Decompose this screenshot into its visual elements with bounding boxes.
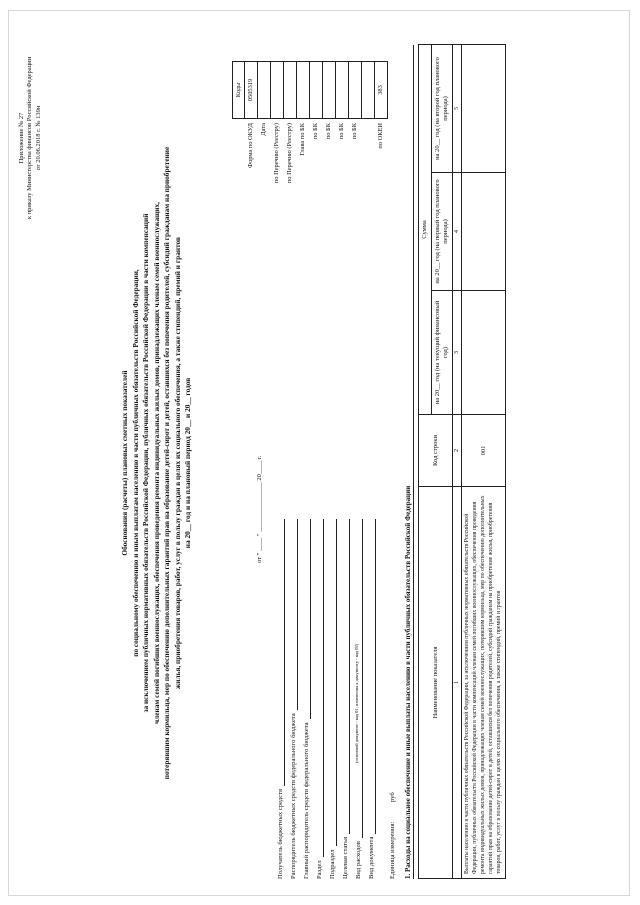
- field-label: Подраздел: [328, 849, 336, 879]
- indicators-table: [418, 44, 506, 879]
- field-row: [311, 519, 324, 879]
- title-line-2: по социальному обеспечению и иным выплатам населению в части публичных обязательств Российской Федерации,: [130, 269, 140, 657]
- title-line-3: за исключением публичных нормативных обязательств Российской Федерации, публичных обязательств Российской Федерации в части компенсаций: [141, 213, 151, 713]
- code-label: по БК: [351, 123, 358, 140]
- title-line-7: на 20__ год и на плановый период 20__ и 20__ годов: [183, 377, 193, 549]
- field-label: Получатель бюджетных средств: [276, 788, 284, 879]
- field-label: Вид документа: [367, 836, 375, 879]
- row-year-1[interactable]: [462, 291, 506, 415]
- field-line[interactable]: [313, 519, 324, 857]
- column-number: 4: [453, 173, 462, 291]
- codes-table: [232, 61, 388, 206]
- field-line[interactable]: [326, 519, 337, 846]
- header-code: Код строки: [419, 415, 453, 487]
- field-label: Вид расходов: [354, 841, 362, 879]
- title-line-4: членам семей погибших военнослужащих, обеспечения проведения ремонта индивидуальных жилых домов, принадлежащих членам семей военнослужащих,: [151, 202, 161, 724]
- date-line: от " ____ " _______________ 20____ г.: [256, 455, 263, 563]
- field-line[interactable]: [274, 519, 285, 786]
- document-title: [120, 103, 194, 823]
- title-line-1: Обоснования (расчеты) плановых сметных показателей: [120, 370, 129, 556]
- field-line[interactable]: [287, 519, 298, 710]
- code-value: 383: [375, 62, 388, 119]
- budget-note: (основной документ - код 01; изменения к документу - код 02): [354, 643, 359, 763]
- codes-header: Коды: [233, 62, 245, 119]
- column-number: 1: [453, 487, 462, 879]
- code-label: по Перечню (Реестру): [273, 123, 280, 184]
- form-fields: [272, 519, 376, 879]
- field-line[interactable]: [300, 519, 311, 719]
- unit-value: руб: [389, 792, 396, 802]
- code-label: по БК: [338, 123, 345, 140]
- code-value: [362, 62, 375, 119]
- code-label: по Перечню (Реестру): [286, 123, 293, 184]
- field-row: [285, 519, 298, 879]
- field-row: [324, 519, 337, 879]
- code-value: [258, 62, 271, 119]
- code-label: по ОКЕИ: [377, 123, 384, 149]
- code-label: Дата: [260, 123, 267, 136]
- title-line-5: потерявшим кормильца, мер по обеспечению дополнительных гарантий прав на образование детей-сирот и детей, оставшихся без попечения родителей, субсидий гражданам на приобретение: [162, 146, 172, 780]
- appendix-block: [18, 23, 43, 253]
- code-value: 0505319: [245, 62, 258, 119]
- field-row: [298, 519, 311, 879]
- column-number: 2: [453, 415, 462, 487]
- code-label: [362, 119, 375, 207]
- field-row: [337, 519, 350, 879]
- code-label: по БК: [325, 123, 332, 140]
- unit-of-measure: [389, 792, 397, 879]
- code-label: по БК: [312, 123, 319, 140]
- table-row: [462, 44, 506, 878]
- row-name: Выплаты населению в части публичных обязательств Российской Федерации, за исключением публичных нормативных обязательств Российской Федерации, публичных обязательств Российской Федерации в части компенсаций членам семей погибших военнослужащих, обеспечения проведения ремонта индивидуальных жилых домов, принадлежащих членам семей военнослужащих, потерявшим кормильца, мер по обеспечению дополнительных гарантий прав на образование детей-сирот и детей, оставшихся без попечения родителей, субсидий гражданам на приобретение жилья, приобретения товаров, работ, услуг в пользу граждан в целях их социального обеспечения, а также стипендий, премий и грантов: [462, 487, 506, 879]
- row-year-3[interactable]: [462, 44, 506, 172]
- field-line[interactable]: [339, 519, 350, 834]
- field-label: Главный распорядитель средств федерального бюджета: [302, 722, 310, 879]
- code-label: Глава по БК: [299, 123, 306, 156]
- field-row: [363, 519, 376, 879]
- field-label: Раздел: [315, 860, 323, 879]
- header-name: Наименование показателя: [419, 487, 453, 879]
- row-year-2[interactable]: [462, 173, 506, 291]
- code-value: [297, 62, 310, 119]
- row-code: 001: [462, 415, 506, 487]
- unit-label: Единица измерения:: [389, 821, 396, 879]
- code-value: [284, 62, 297, 119]
- field-row: [272, 519, 285, 879]
- header-sum: Сумма: [419, 44, 432, 414]
- appendix-line2: от 20.06.2018 г. № 139н: [34, 105, 42, 171]
- section-title: 1. Расходы на социальное обеспечение и иные выплаты населению в части публичных обязательств Российской Федерации: [404, 485, 412, 879]
- code-label: Форма по ОКУД: [247, 123, 254, 168]
- code-value: [336, 62, 349, 119]
- section-rule: [413, 45, 414, 879]
- code-value: [310, 62, 323, 119]
- field-label: Целевая статья: [341, 836, 349, 879]
- code-value: [271, 62, 284, 119]
- title-line-6: жилья, приобретения товаров, работ, услуг в пользу граждан в целях их социального обеспечения, а также стипендий, премий и грантов: [172, 237, 182, 689]
- column-numbers-row: [453, 44, 462, 878]
- header-year-1: на 20__ год (на текущий финансовый год): [432, 291, 453, 415]
- field-line[interactable]: [365, 519, 376, 834]
- appendix-line1: к приказу Министерства финансов Российской Федерации: [26, 56, 34, 220]
- column-number: 5: [453, 44, 462, 172]
- field-label: Распорядитель бюджетных средств федерального бюджета: [289, 713, 297, 879]
- code-value: [323, 62, 336, 119]
- header-year-2: на 20__ год (на первый год планового периода): [432, 173, 453, 291]
- appendix-number: Приложение № 27: [18, 112, 25, 164]
- column-number: 3: [453, 291, 462, 415]
- rotated-form-sheet: [12, 13, 632, 893]
- header-year-3: на 20__ год (на второй год планового периода): [432, 44, 453, 172]
- code-value: [349, 62, 362, 119]
